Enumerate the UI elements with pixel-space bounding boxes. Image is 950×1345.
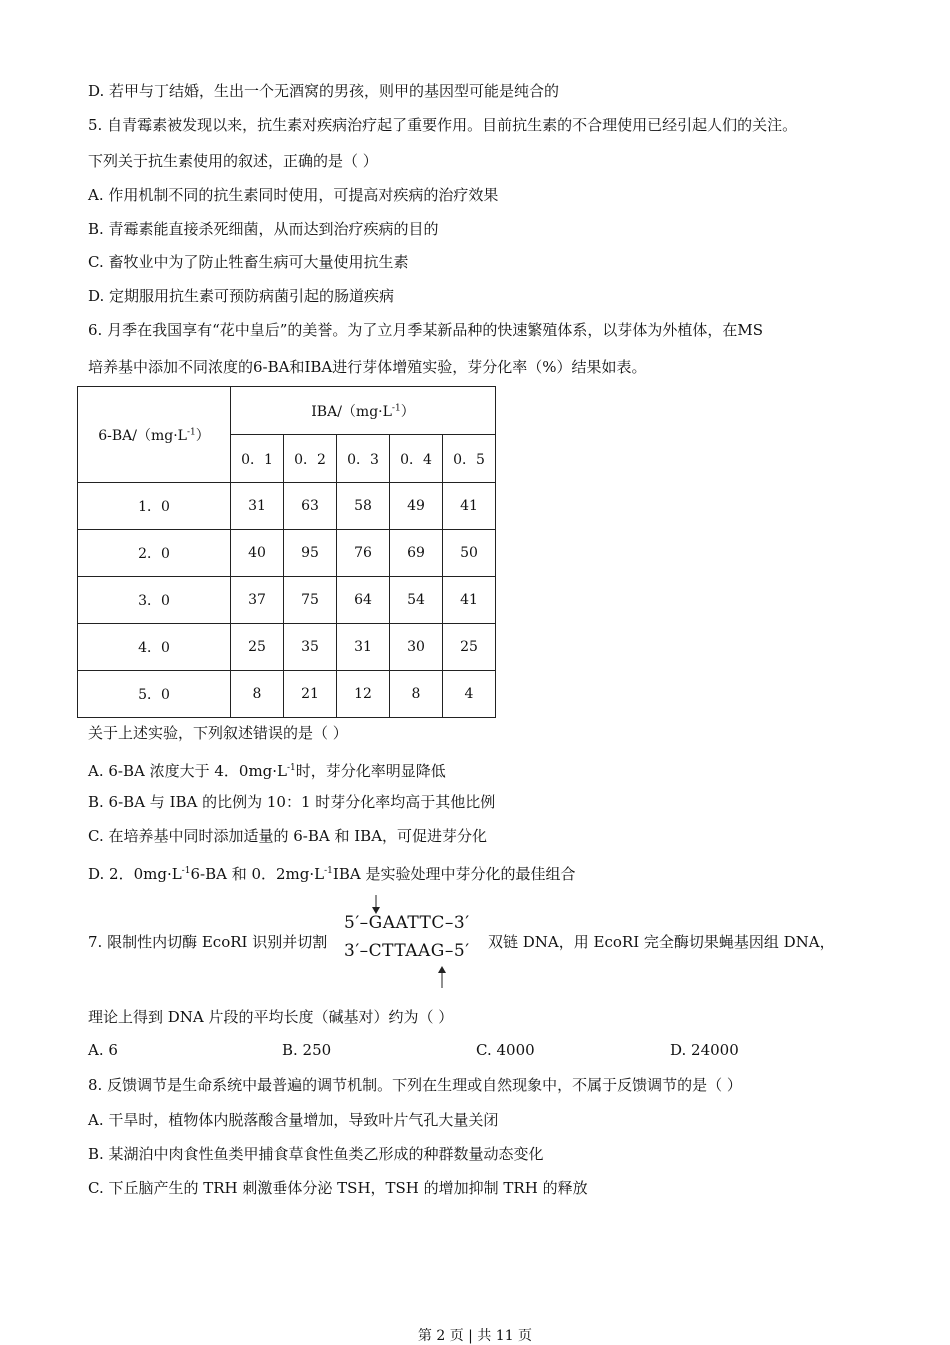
col-header-prefix: IBA/（mg·L — [311, 403, 392, 420]
q4-option-d: D. 若甲与丁结婚，生出一个无酒窝的男孩，则甲的基因型可能是纯合的 — [88, 82, 560, 100]
q6-option-c: C. 在培养基中同时添加适量的 6-BA 和 IBA，可促进芽分化 — [88, 827, 488, 845]
table-cell: 95 — [284, 530, 337, 577]
table-cell: 50 — [443, 530, 496, 577]
row-header-suffix: ） — [195, 427, 210, 444]
q6-stem-line2: 培养基中添加不同浓度的6-BA和IBA进行芽体增殖实验，芽分化率（%）结果如表。 — [88, 358, 647, 376]
ba-level: 5．0 — [78, 671, 231, 718]
table-cell: 12 — [337, 671, 390, 718]
q5-option-b: B. 青霉素能直接杀死细菌，从而达到治疗疾病的目的 — [88, 220, 439, 238]
table-cell: 58 — [337, 483, 390, 530]
q5-stem-line1: 5. 自青霉素被发现以来，抗生素对疾病治疗起了重要作用。目前抗生素的不合理使用已经引起人们的关注。 — [88, 116, 798, 134]
iba-level: 0．1 — [231, 435, 284, 483]
iba-level: 0．2 — [284, 435, 337, 483]
dna-top-strand: 5′–GAATTC–3′ — [344, 913, 470, 933]
q5-option-a: A. 作用机制不同的抗生素同时使用，可提高对疾病的治疗效果 — [88, 186, 499, 204]
q6-question: 关于上述实验，下列叙述错误的是（ ） — [88, 724, 348, 742]
table-row — [78, 577, 496, 624]
q7-option-c: C. 4000 — [476, 1041, 535, 1059]
table-row-header — [78, 387, 231, 483]
iba-level: 0．4 — [390, 435, 443, 483]
q8-option-b: B. 某湖泊中肉食性鱼类甲捕食草食性鱼类乙形成的种群数量动态变化 — [88, 1145, 544, 1163]
ba-level: 4．0 — [78, 624, 231, 671]
page-footer: 第 2 页 | 共 11 页 — [417, 1328, 533, 1344]
table-cell: 25 — [231, 624, 284, 671]
q7-option-b: B. 250 — [282, 1041, 332, 1059]
q7-stem-line2: 理论上得到 DNA 片段的平均长度（碱基对）约为（ ） — [88, 1008, 454, 1026]
q6-option-a-sup: -1 — [287, 763, 296, 773]
q5-option-d: D. 定期服用抗生素可预防病菌引起的肠道疾病 — [88, 287, 395, 305]
table-cell: 76 — [337, 530, 390, 577]
dna-bottom-strand: 3′–CTTAAG–5′ — [344, 941, 470, 961]
table-row — [78, 671, 496, 718]
row-header-prefix: 6-BA/（mg·L — [98, 427, 187, 444]
table-row — [78, 624, 496, 671]
q8-option-a: A. 干旱时，植物体内脱落酸含量增加，导致叶片气孔大量关闭 — [88, 1111, 499, 1129]
table-cell: 30 — [390, 624, 443, 671]
q5-stem-line2: 下列关于抗生素使用的叙述，正确的是（ ） — [88, 152, 378, 170]
q8-stem: 8. 反馈调节是生命系统中最普遍的调节机制。下列在生理或自然现象中，不属于反馈调节的是（ ） — [88, 1076, 742, 1094]
table-cell: 25 — [443, 624, 496, 671]
table-cell: 41 — [443, 577, 496, 624]
q6-option-b: B. 6-BA 与 IBA 的比例为 10：1 时芽分化率均高于其他比例 — [88, 793, 496, 811]
table-cell: 49 — [390, 483, 443, 530]
table-row — [78, 483, 496, 530]
q7-option-d: D. 24000 — [670, 1041, 739, 1059]
iba-level: 0．5 — [443, 435, 496, 483]
table-row — [78, 530, 496, 577]
q6-option-d-sup2: -1 — [324, 866, 333, 876]
q7-stem-post: 双链 DNA，用 EcoRI 完全酶切果蝇基因组 DNA， — [488, 933, 835, 951]
q6-option-d-p3: IBA 是实验处理中芽分化的最佳组合 — [332, 865, 576, 883]
table-cell: 41 — [443, 483, 496, 530]
table-cell: 8 — [390, 671, 443, 718]
q6-stem-line1: 6. 月季在我国享有“花中皇后”的美誉。为了立月季某新品种的快速繁殖体系，以芽体为外植体，在MS — [88, 321, 764, 339]
row-header-sup: -1 — [186, 426, 196, 437]
table-cell: 54 — [390, 577, 443, 624]
q6-option-d-p1: D. 2．0mg·L — [88, 865, 182, 883]
q5-option-c: C. 畜牧业中为了防止牲畜生病可大量使用抗生素 — [88, 253, 409, 271]
table-col-header — [231, 387, 496, 435]
table-cell: 75 — [284, 577, 337, 624]
ba-level: 2．0 — [78, 530, 231, 577]
ecori-site-figure — [342, 893, 484, 991]
table-cell: 31 — [337, 624, 390, 671]
table-cell: 4 — [443, 671, 496, 718]
bottom-cut-arrow-head — [438, 966, 446, 973]
ba-level: 3．0 — [78, 577, 231, 624]
table-cell: 64 — [337, 577, 390, 624]
q6-option-a-post: 时，芽分化率明显降低 — [295, 762, 446, 780]
q6-option-a — [88, 758, 446, 781]
q6-option-d — [88, 861, 575, 884]
q6-option-d-sup1: -1 — [181, 866, 191, 876]
q7-options — [0, 1041, 950, 1061]
table-cell: 37 — [231, 577, 284, 624]
iba-level: 0．3 — [337, 435, 390, 483]
table-cell: 31 — [231, 483, 284, 530]
table-cell: 63 — [284, 483, 337, 530]
col-header-sup: -1 — [391, 402, 401, 413]
q7-option-a: A. 6 — [88, 1041, 118, 1059]
q6-option-d-p2: 6-BA 和 0．2mg·L — [190, 865, 325, 883]
table-cell: 35 — [284, 624, 337, 671]
table-cell: 40 — [231, 530, 284, 577]
ba-level: 1．0 — [78, 483, 231, 530]
table-cell: 8 — [231, 671, 284, 718]
q6-option-a-pre: A. 6-BA 浓度大于 4．0mg·L — [88, 762, 288, 780]
q6-data-table — [77, 386, 496, 718]
table-cell: 69 — [390, 530, 443, 577]
q8-option-c: C. 下丘脑产生的 TRH 刺激垂体分泌 TSH，TSH 的增加抑制 TRH 的释放 — [88, 1179, 588, 1197]
q7-stem-pre: 7. 限制性内切酶 EcoRI 识别并切割 — [88, 933, 328, 951]
table-cell: 21 — [284, 671, 337, 718]
col-header-suffix: ） — [400, 403, 415, 420]
